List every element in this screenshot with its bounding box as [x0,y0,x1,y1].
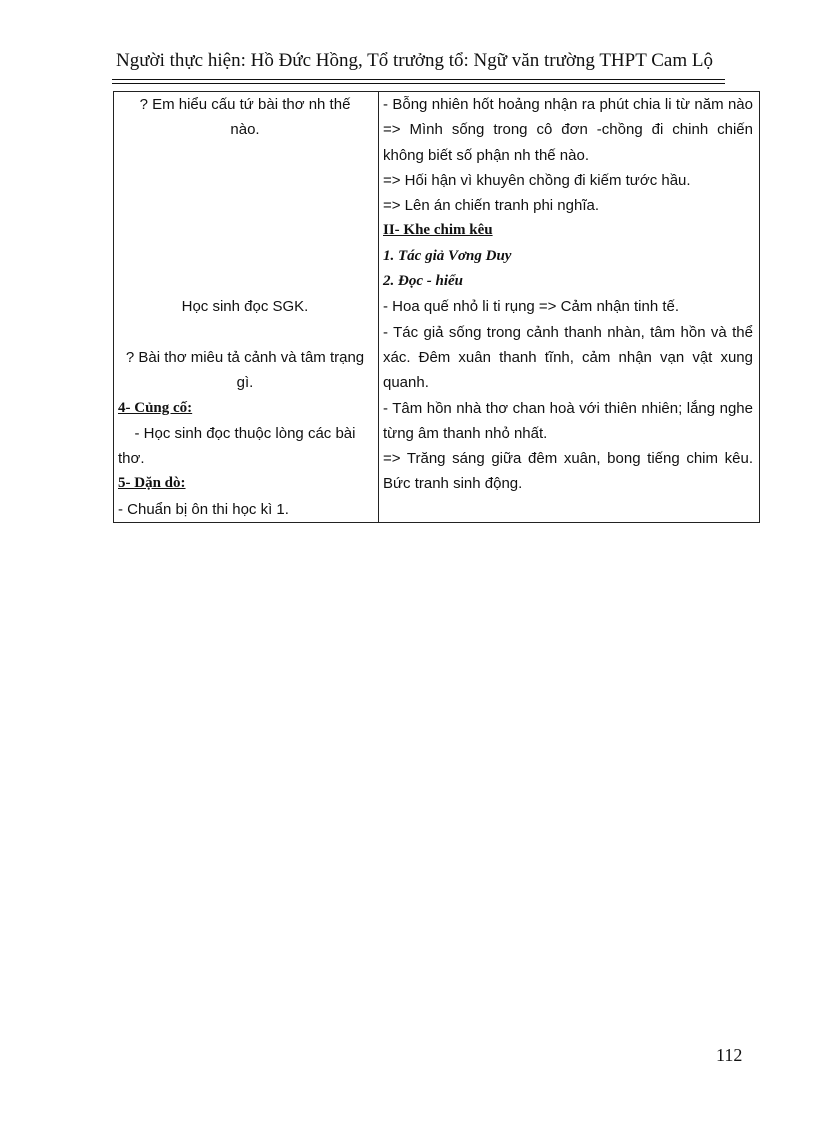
read-sgk-instruction: Học sinh đọc SGK. [181,298,309,316]
header-rule-bottom [112,83,725,84]
page-header: Người thực hiện: Hồ Đức Hồng, Tổ trưởng tổ: Ngữ văn trường THPT Cam Lộ [116,50,713,71]
consolidation-heading: 4- Củng cố: [118,399,193,416]
header-rule-top [112,79,725,80]
subheading-author: 1. Tác giả Vơng Duy [383,247,512,264]
consolidation-line2: thơ. [118,450,145,468]
homework-heading: 5- Dặn dò: [118,475,186,492]
page-number: 112 [716,1045,743,1065]
content-para-nature: - Tâm hồn nhà thơ chan hoà với thiên nhiên; lắng nghe từng âm thanh nhỏ nhất. [383,399,753,442]
lesson-table [113,91,760,523]
content-para-regret: => Hối hận vì khuyên chồng đi kiếm tước hầu. [383,171,691,189]
question-structure-line2: nào. [230,121,260,139]
content-para-author-life: - Tác giả sống trong cảnh thanh nhàn, tâm hồn và thể xác. Đêm xuân thanh tĩnh, cảm nhận vạn vật xung quanh. [383,323,753,392]
homework-line1: - Chuẩn bị ôn thi học kì 1. [118,500,289,518]
content-para-flower: - Hoa quế nhỏ li ti rụng => Cảm nhận tinh tế. [383,298,680,316]
consolidation-line1: - Học sinh đọc thuộc lòng các bài [134,424,356,442]
content-column [379,92,760,523]
content-para-war: => Lên án chiến tranh phi nghĩa. [383,197,600,215]
section-heading-khe-chim-keu: II- Khe chim kêu [383,222,493,239]
question-scene-line2: gì. [236,374,254,392]
content-para-separation: - Bỗng nhiên hốt hoảng nhận ra phút chia li từ năm nào => Mình sống trong cô đơn -chồng đi chinh chiến không biết số phận nh thế nào. [383,96,753,164]
teacher-activity-column [114,92,379,523]
table-row [114,92,760,523]
question-scene-line1: ? Bài thơ miêu tả cảnh và tâm trạng [125,348,365,366]
question-structure-line1: ? Em hiểu cấu tứ bài thơ nh thế [139,96,351,113]
subheading-reading: 2. Đọc - hiểu [383,273,463,290]
content-para-moonlight: => Trăng sáng giữa đêm xuân, bong tiếng chim kêu. Bức tranh sinh động. [383,450,753,493]
